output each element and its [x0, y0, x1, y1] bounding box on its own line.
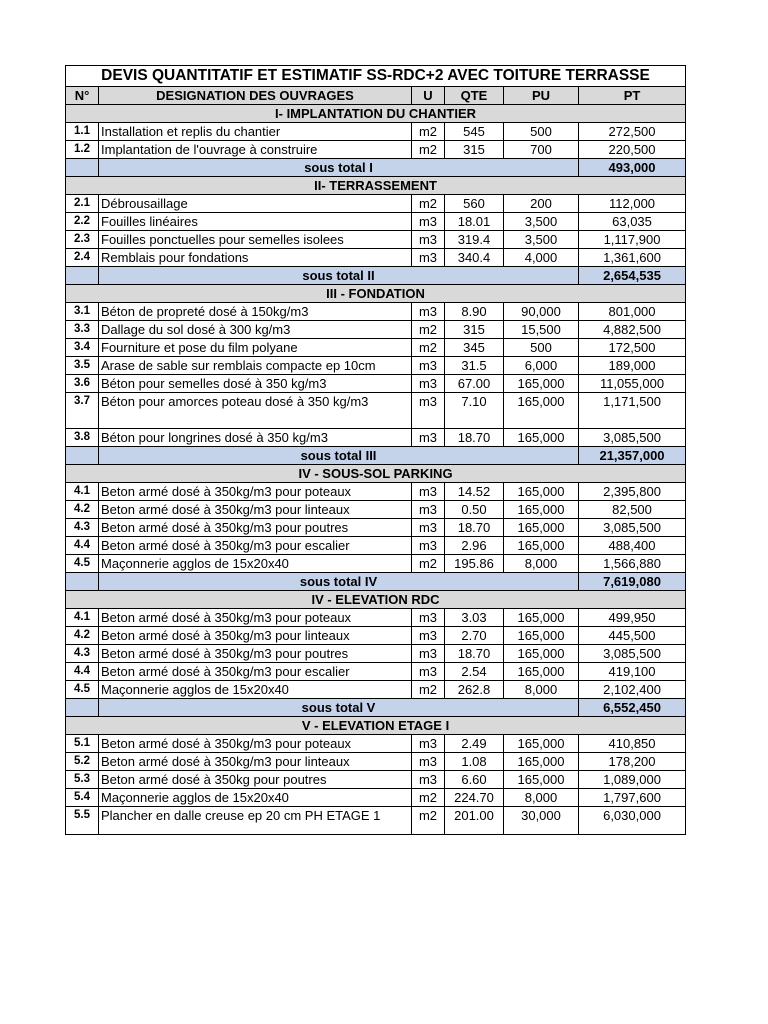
- subtotal-spacer: [66, 267, 99, 285]
- item-total-price: 3,085,500: [579, 645, 686, 663]
- item-total-price: 189,000: [579, 357, 686, 375]
- item-quantity: 315: [445, 321, 504, 339]
- item-unit-price: 200: [504, 195, 579, 213]
- item-number: 2.1: [66, 195, 99, 213]
- item-unit: m3: [412, 735, 445, 753]
- header-pt: PT: [579, 87, 686, 105]
- item-unit-price: 165,000: [504, 735, 579, 753]
- subtotal-spacer: [66, 699, 99, 717]
- section-title: I- IMPLANTATION DU CHANTIER: [66, 105, 686, 123]
- item-total-price: 63,035: [579, 213, 686, 231]
- item-designation: Beton armé dosé à 350kg/m3 pour poutres: [99, 645, 412, 663]
- item-unit-price: 700: [504, 141, 579, 159]
- item-unit: m3: [412, 519, 445, 537]
- item-total-price: 1,171,500: [579, 393, 686, 429]
- table-row: [66, 231, 686, 249]
- item-total-price: 1,797,600: [579, 789, 686, 807]
- item-unit-price: 500: [504, 339, 579, 357]
- item-unit: m3: [412, 663, 445, 681]
- item-unit: m3: [412, 537, 445, 555]
- item-unit-price: 500: [504, 123, 579, 141]
- table-row: [66, 195, 686, 213]
- item-designation: Beton armé dosé à 350kg/m3 pour linteaux: [99, 753, 412, 771]
- item-total-price: 220,500: [579, 141, 686, 159]
- item-unit-price: 165,000: [504, 645, 579, 663]
- item-unit-price: 165,000: [504, 627, 579, 645]
- item-designation: Beton armé dosé à 350kg pour poutres: [99, 771, 412, 789]
- item-unit-price: 165,000: [504, 393, 579, 429]
- item-total-price: 6,030,000: [579, 807, 686, 835]
- section-title: III - FONDATION: [66, 285, 686, 303]
- item-unit-price: 165,000: [504, 537, 579, 555]
- item-unit: m3: [412, 375, 445, 393]
- item-quantity: 2.96: [445, 537, 504, 555]
- item-number: 1.2: [66, 141, 99, 159]
- item-quantity: 18.70: [445, 645, 504, 663]
- table-row: [66, 753, 686, 771]
- item-unit-price: 8,000: [504, 789, 579, 807]
- table-row: [66, 339, 686, 357]
- item-unit-price: 3,500: [504, 213, 579, 231]
- subtotal-label: sous total IV: [99, 573, 579, 591]
- item-total-price: 3,085,500: [579, 519, 686, 537]
- item-quantity: 0.50: [445, 501, 504, 519]
- item-designation: Arase de sable sur remblais compacte ep 10cm: [99, 357, 412, 375]
- table-row: [66, 249, 686, 267]
- subtotal-spacer: [66, 159, 99, 177]
- item-unit-price: 6,000: [504, 357, 579, 375]
- item-quantity: 315: [445, 141, 504, 159]
- item-unit-price: 8,000: [504, 555, 579, 573]
- subtotal-row: [66, 699, 686, 717]
- estimate-table: [65, 65, 686, 835]
- item-designation: Beton armé dosé à 350kg/m3 pour escalier: [99, 537, 412, 555]
- item-unit: m2: [412, 807, 445, 835]
- item-number: 3.6: [66, 375, 99, 393]
- item-total-price: 2,395,800: [579, 483, 686, 501]
- item-unit: m2: [412, 141, 445, 159]
- table-row: [66, 141, 686, 159]
- subtotal-label: sous total II: [99, 267, 579, 285]
- table-row: [66, 771, 686, 789]
- item-unit-price: 4,000: [504, 249, 579, 267]
- item-number: 3.4: [66, 339, 99, 357]
- item-designation: Beton armé dosé à 350kg/m3 pour poutres: [99, 519, 412, 537]
- item-total-price: 4,882,500: [579, 321, 686, 339]
- item-quantity: 3.03: [445, 609, 504, 627]
- table-row: [66, 519, 686, 537]
- subtotal-label: sous total I: [99, 159, 579, 177]
- item-number: 4.3: [66, 519, 99, 537]
- item-quantity: 18.70: [445, 429, 504, 447]
- item-total-price: 82,500: [579, 501, 686, 519]
- subtotal-spacer: [66, 447, 99, 465]
- item-designation: Beton armé dosé à 350kg/m3 pour poteaux: [99, 483, 412, 501]
- item-number: 2.2: [66, 213, 99, 231]
- subtotal-value: 493,000: [579, 159, 686, 177]
- item-number: 4.3: [66, 645, 99, 663]
- item-unit: m3: [412, 501, 445, 519]
- item-designation: Débrousaillage: [99, 195, 412, 213]
- item-unit: m3: [412, 483, 445, 501]
- table-row: [66, 627, 686, 645]
- table-row: [66, 807, 686, 835]
- header-unit: U: [412, 87, 445, 105]
- item-total-price: 3,085,500: [579, 429, 686, 447]
- table-row: [66, 663, 686, 681]
- item-number: 3.3: [66, 321, 99, 339]
- item-number: 3.7: [66, 393, 99, 429]
- table-row: [66, 375, 686, 393]
- item-unit: m2: [412, 195, 445, 213]
- header-pu: PU: [504, 87, 579, 105]
- item-designation: Maçonnerie agglos de 15x20x40: [99, 789, 412, 807]
- item-unit-price: 165,000: [504, 519, 579, 537]
- item-designation: Béton pour amorces poteau dosé à 350 kg/m3: [99, 393, 412, 429]
- item-quantity: 2.54: [445, 663, 504, 681]
- section-header-row: [66, 717, 686, 735]
- item-total-price: 488,400: [579, 537, 686, 555]
- item-unit: m3: [412, 645, 445, 663]
- item-unit-price: 165,000: [504, 483, 579, 501]
- subtotal-value: 2,654,535: [579, 267, 686, 285]
- item-number: 3.8: [66, 429, 99, 447]
- section-header-row: [66, 591, 686, 609]
- item-total-price: 499,950: [579, 609, 686, 627]
- item-total-price: 172,500: [579, 339, 686, 357]
- item-quantity: 18.01: [445, 213, 504, 231]
- item-unit-price: 3,500: [504, 231, 579, 249]
- item-quantity: 340.4: [445, 249, 504, 267]
- item-designation: Béton pour semelles dosé à 350 kg/m3: [99, 375, 412, 393]
- header-qte: QTE: [445, 87, 504, 105]
- item-designation: Beton armé dosé à 350kg/m3 pour linteaux: [99, 501, 412, 519]
- document-title: DEVIS QUANTITATIF ET ESTIMATIF SS-RDC+2 AVEC TOITURE TERRASSE: [66, 66, 686, 87]
- section-title: II- TERRASSEMENT: [66, 177, 686, 195]
- subtotal-row: [66, 267, 686, 285]
- item-quantity: 2.49: [445, 735, 504, 753]
- item-unit: m3: [412, 303, 445, 321]
- item-total-price: 178,200: [579, 753, 686, 771]
- subtotal-row: [66, 573, 686, 591]
- item-number: 5.1: [66, 735, 99, 753]
- item-unit-price: 165,000: [504, 501, 579, 519]
- item-unit-price: 30,000: [504, 807, 579, 835]
- item-number: 5.3: [66, 771, 99, 789]
- item-designation: Beton armé dosé à 350kg/m3 pour poteaux: [99, 609, 412, 627]
- item-designation: Dallage du sol dosé à 300 kg/m3: [99, 321, 412, 339]
- item-number: 4.2: [66, 627, 99, 645]
- item-unit: m3: [412, 231, 445, 249]
- item-total-price: 1,361,600: [579, 249, 686, 267]
- section-header-row: [66, 465, 686, 483]
- item-quantity: 7.10: [445, 393, 504, 429]
- item-unit: m3: [412, 609, 445, 627]
- table-row: [66, 537, 686, 555]
- item-quantity: 545: [445, 123, 504, 141]
- item-unit: m2: [412, 339, 445, 357]
- item-total-price: 445,500: [579, 627, 686, 645]
- item-quantity: 560: [445, 195, 504, 213]
- subtotal-label: sous total V: [99, 699, 579, 717]
- item-unit: m3: [412, 249, 445, 267]
- section-title: V - ELEVATION ETAGE I: [66, 717, 686, 735]
- item-number: 4.1: [66, 483, 99, 501]
- item-quantity: 14.52: [445, 483, 504, 501]
- subtotal-value: 7,619,080: [579, 573, 686, 591]
- item-quantity: 224.70: [445, 789, 504, 807]
- table-row: [66, 321, 686, 339]
- item-total-price: 410,850: [579, 735, 686, 753]
- item-number: 2.4: [66, 249, 99, 267]
- item-designation: Fouilles linéaires: [99, 213, 412, 231]
- item-designation: Fourniture et pose du film polyane: [99, 339, 412, 357]
- item-designation: Béton de propreté dosé à 150kg/m3: [99, 303, 412, 321]
- item-designation: Fouilles ponctuelles pour semelles isolees: [99, 231, 412, 249]
- item-designation: Maçonnerie agglos de 15x20x40: [99, 681, 412, 699]
- table-row: [66, 555, 686, 573]
- header-no: N°: [66, 87, 99, 105]
- item-total-price: 11,055,000: [579, 375, 686, 393]
- item-designation: Beton armé dosé à 350kg/m3 pour linteaux: [99, 627, 412, 645]
- item-unit: m3: [412, 627, 445, 645]
- item-number: 4.4: [66, 663, 99, 681]
- item-unit: m2: [412, 555, 445, 573]
- item-quantity: 1.08: [445, 753, 504, 771]
- item-number: 5.4: [66, 789, 99, 807]
- title-row: [66, 66, 686, 87]
- item-designation: Remblais pour fondations: [99, 249, 412, 267]
- item-number: 3.5: [66, 357, 99, 375]
- table-row: [66, 501, 686, 519]
- section-header-row: [66, 105, 686, 123]
- item-unit: m3: [412, 771, 445, 789]
- item-number: 4.4: [66, 537, 99, 555]
- table-row: [66, 483, 686, 501]
- table-row: [66, 609, 686, 627]
- item-total-price: 272,500: [579, 123, 686, 141]
- item-number: 2.3: [66, 231, 99, 249]
- item-unit-price: 165,000: [504, 753, 579, 771]
- header-designation: DESIGNATION DES OUVRAGES: [99, 87, 412, 105]
- table-row: [66, 393, 686, 429]
- item-unit: m3: [412, 429, 445, 447]
- item-designation: Plancher en dalle creuse ep 20 cm PH ETAGE 1: [99, 807, 412, 835]
- item-number: 3.1: [66, 303, 99, 321]
- item-total-price: 1,089,000: [579, 771, 686, 789]
- table-row: [66, 303, 686, 321]
- section-header-row: [66, 177, 686, 195]
- subtotal-value: 6,552,450: [579, 699, 686, 717]
- item-number: 4.5: [66, 555, 99, 573]
- item-unit-price: 15,500: [504, 321, 579, 339]
- item-quantity: 31.5: [445, 357, 504, 375]
- item-quantity: 319.4: [445, 231, 504, 249]
- item-unit-price: 165,000: [504, 663, 579, 681]
- item-quantity: 195.86: [445, 555, 504, 573]
- item-total-price: 2,102,400: [579, 681, 686, 699]
- item-unit-price: 165,000: [504, 375, 579, 393]
- table-row: [66, 429, 686, 447]
- item-designation: Maçonnerie agglos de 15x20x40: [99, 555, 412, 573]
- item-total-price: 1,117,900: [579, 231, 686, 249]
- item-quantity: 2.70: [445, 627, 504, 645]
- item-unit: m2: [412, 681, 445, 699]
- item-quantity: 8.90: [445, 303, 504, 321]
- item-quantity: 67.00: [445, 375, 504, 393]
- subtotal-spacer: [66, 573, 99, 591]
- item-unit: m2: [412, 789, 445, 807]
- item-unit-price: 90,000: [504, 303, 579, 321]
- item-number: 5.5: [66, 807, 99, 835]
- item-unit: m2: [412, 123, 445, 141]
- item-quantity: 345: [445, 339, 504, 357]
- section-title: IV - ELEVATION RDC: [66, 591, 686, 609]
- table-row: [66, 213, 686, 231]
- item-unit-price: 165,000: [504, 429, 579, 447]
- item-designation: Béton pour longrines dosé à 350 kg/m3: [99, 429, 412, 447]
- table-row: [66, 735, 686, 753]
- estimate-sheet: [65, 65, 685, 835]
- table-row: [66, 645, 686, 663]
- section-title: IV - SOUS-SOL PARKING: [66, 465, 686, 483]
- item-number: 4.1: [66, 609, 99, 627]
- item-number: 1.1: [66, 123, 99, 141]
- subtotal-row: [66, 447, 686, 465]
- item-unit-price: 165,000: [504, 771, 579, 789]
- item-number: 4.5: [66, 681, 99, 699]
- item-number: 4.2: [66, 501, 99, 519]
- item-number: 5.2: [66, 753, 99, 771]
- table-row: [66, 681, 686, 699]
- subtotal-value: 21,357,000: [579, 447, 686, 465]
- item-unit: m3: [412, 393, 445, 429]
- item-quantity: 6.60: [445, 771, 504, 789]
- table-row: [66, 789, 686, 807]
- table-row: [66, 357, 686, 375]
- subtotal-label: sous total III: [99, 447, 579, 465]
- item-designation: Installation et replis du chantier: [99, 123, 412, 141]
- item-unit-price: 8,000: [504, 681, 579, 699]
- item-unit: m2: [412, 321, 445, 339]
- item-total-price: 801,000: [579, 303, 686, 321]
- item-quantity: 18.70: [445, 519, 504, 537]
- item-designation: Implantation de l'ouvrage à construire: [99, 141, 412, 159]
- table-row: [66, 123, 686, 141]
- item-quantity: 262.8: [445, 681, 504, 699]
- item-total-price: 1,566,880: [579, 555, 686, 573]
- item-quantity: 201.00: [445, 807, 504, 835]
- item-unit: m3: [412, 357, 445, 375]
- item-designation: Beton armé dosé à 350kg/m3 pour poteaux: [99, 735, 412, 753]
- header-row: [66, 87, 686, 105]
- section-header-row: [66, 285, 686, 303]
- item-unit: m3: [412, 753, 445, 771]
- item-unit-price: 165,000: [504, 609, 579, 627]
- item-total-price: 419,100: [579, 663, 686, 681]
- item-unit: m3: [412, 213, 445, 231]
- subtotal-row: [66, 159, 686, 177]
- item-designation: Beton armé dosé à 350kg/m3 pour escalier: [99, 663, 412, 681]
- item-total-price: 112,000: [579, 195, 686, 213]
